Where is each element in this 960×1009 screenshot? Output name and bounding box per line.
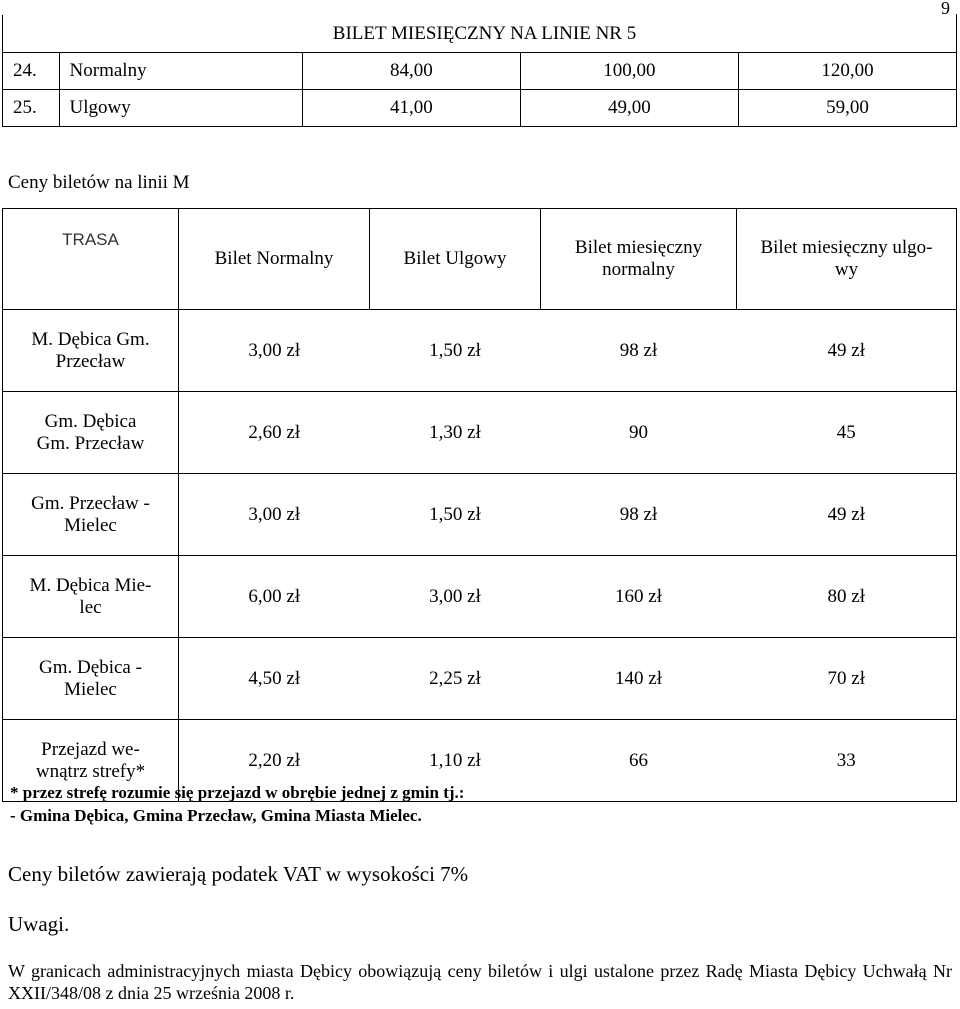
route-line: M. Dębica Gm. bbox=[31, 328, 150, 350]
reduced-price: 1,50 zł bbox=[370, 310, 541, 392]
section-title: Ceny biletów na linii M bbox=[8, 172, 190, 193]
route-line: Gm. Przecław - bbox=[31, 492, 150, 514]
header-line: wy bbox=[834, 259, 859, 280]
price-cell: 120,00 bbox=[738, 53, 956, 90]
price-cell: 41,00 bbox=[302, 90, 520, 127]
route-line: lec bbox=[79, 596, 102, 618]
column-header-reduced: Bilet Ulgowy bbox=[370, 209, 541, 310]
route-cell bbox=[3, 638, 179, 720]
vat-note: Ceny biletów zawierają podatek VAT w wysokości 7% bbox=[8, 862, 469, 886]
remarks-text: W granicach administracyjnych miasta Dębicy obowiązują ceny biletów i ulgi ustalone przez Radę Miasta Dębicy Uchwałą Nr XXII/348/08 z dnia 25 września 2008 r. bbox=[8, 961, 952, 1003]
table-row bbox=[3, 53, 957, 90]
row-number: 25. bbox=[3, 90, 60, 127]
price-cell: 100,00 bbox=[520, 53, 738, 90]
header-line: Bilet miesięczny ulgo- bbox=[760, 237, 933, 258]
table-row bbox=[3, 556, 957, 638]
monthly-normal-price: 90 bbox=[541, 392, 737, 474]
reduced-price: 1,30 zł bbox=[370, 392, 541, 474]
route-cell bbox=[3, 310, 179, 392]
route-line: wnątrz strefy* bbox=[35, 760, 146, 782]
monthly-normal-price: 66 bbox=[541, 720, 737, 802]
row-number: 24. bbox=[3, 53, 60, 90]
line-m-price-table bbox=[2, 208, 957, 802]
normal-price: 3,00 zł bbox=[179, 310, 370, 392]
header-line: normalny bbox=[602, 259, 675, 280]
monthly-reduced-price: 49 zł bbox=[737, 474, 957, 556]
header-line: Bilet miesięczny bbox=[574, 237, 703, 258]
normal-price: 2,60 zł bbox=[179, 392, 370, 474]
reduced-price: 2,25 zł bbox=[370, 638, 541, 720]
route-line: Przecław bbox=[55, 350, 126, 372]
footnote-zone: * przez strefę rozumie się przejazd w obrębie jednej z gmin tj.: bbox=[10, 783, 465, 802]
monthly-reduced-price: 33 bbox=[737, 720, 957, 802]
monthly-ticket-title: BILET MIESIĘCZNY NA LINIE NR 5 bbox=[3, 15, 957, 53]
monthly-normal-price: 140 zł bbox=[541, 638, 737, 720]
monthly-normal-price: 98 zł bbox=[541, 310, 737, 392]
normal-price: 2,20 zł bbox=[179, 720, 370, 802]
column-header-monthly-normal bbox=[541, 209, 737, 310]
normal-price: 3,00 zł bbox=[179, 474, 370, 556]
monthly-reduced-price: 70 zł bbox=[737, 638, 957, 720]
footnote-gminas: - Gmina Dębica, Gmina Przecław, Gmina Miasta Mielec. bbox=[10, 806, 422, 825]
monthly-reduced-price: 80 zł bbox=[737, 556, 957, 638]
monthly-reduced-price: 49 zł bbox=[737, 310, 957, 392]
route-line: Przejazd we- bbox=[41, 738, 140, 760]
reduced-price: 1,50 zł bbox=[370, 474, 541, 556]
normal-price: 4,50 zł bbox=[179, 638, 370, 720]
monthly-normal-price: 98 zł bbox=[541, 474, 737, 556]
route-line: Mielec bbox=[64, 514, 117, 536]
price-cell: 59,00 bbox=[738, 90, 956, 127]
monthly-reduced-price: 45 bbox=[737, 392, 957, 474]
column-header-normal: Bilet Normalny bbox=[179, 209, 370, 310]
header-row bbox=[3, 209, 957, 310]
table-row bbox=[3, 392, 957, 474]
column-header-route: TRASA bbox=[3, 209, 179, 310]
route-line: Gm. Dębica bbox=[44, 410, 137, 432]
remarks-title: Uwagi. bbox=[8, 912, 70, 936]
monthly-ticket-line-5-table bbox=[2, 14, 957, 127]
route-line: Gm. Przecław bbox=[36, 432, 145, 454]
row-label: Ulgowy bbox=[59, 90, 302, 127]
monthly-normal-price: 160 zł bbox=[541, 556, 737, 638]
table-row bbox=[3, 90, 957, 127]
table-row bbox=[3, 638, 957, 720]
route-line: Mielec bbox=[64, 678, 117, 700]
route-cell bbox=[3, 474, 179, 556]
normal-price: 6,00 zł bbox=[179, 556, 370, 638]
route-cell bbox=[3, 392, 179, 474]
table-row bbox=[3, 310, 957, 392]
page-number: 9 bbox=[941, 0, 950, 18]
reduced-price: 3,00 zł bbox=[370, 556, 541, 638]
row-label: Normalny bbox=[59, 53, 302, 90]
table-row bbox=[3, 474, 957, 556]
reduced-price: 1,10 zł bbox=[370, 720, 541, 802]
route-line: M. Dębica Mie- bbox=[29, 574, 152, 596]
route-line: Gm. Dębica - bbox=[39, 656, 142, 678]
price-cell: 84,00 bbox=[302, 53, 520, 90]
price-cell: 49,00 bbox=[520, 90, 738, 127]
column-header-monthly-reduced bbox=[737, 209, 957, 310]
route-cell bbox=[3, 556, 179, 638]
